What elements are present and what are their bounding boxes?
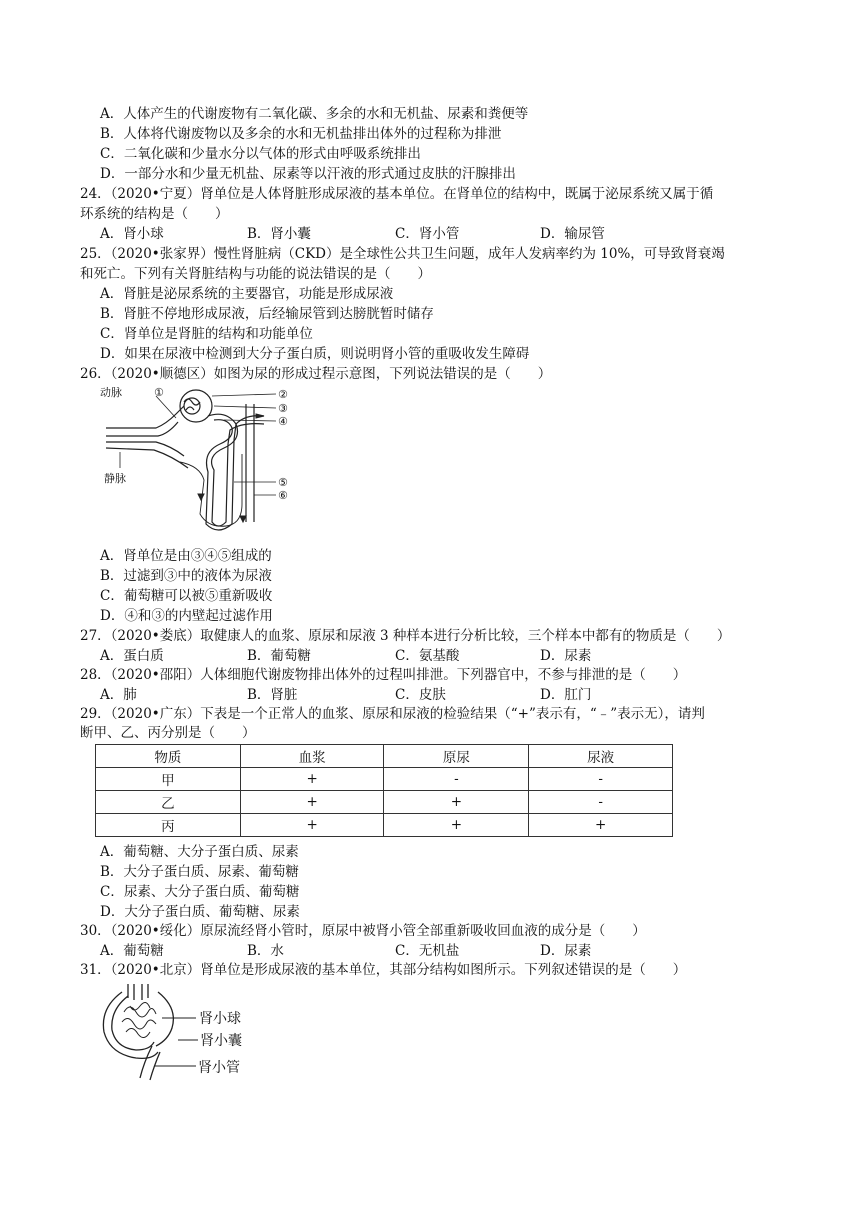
label-artery: 动脉 [100,386,122,399]
label-4: ④ [278,415,288,428]
label-5: ⑤ [278,476,288,489]
q30-stem: 30．（2020•绥化）原尿流经肾小管时，原尿中被肾小管全部重新吸收回血液的成分是（ ） [80,923,646,939]
q29-table [95,744,673,837]
q24-option-a: A．肾小球 [100,226,164,242]
q24-option-b: B．肾小囊 [247,226,311,242]
q25-option-a: A．肾脏是泌尿系统的主要器官，功能是形成尿液 [100,286,394,302]
q24-stem: 24．（2020•宁夏）肾单位是人体肾脏形成尿液的基本单位。在肾单位的结构中，既属于泌尿系统又属于循 [80,186,714,202]
q30-option-c: C．无机盐 [395,943,460,959]
q26-option-b: B．过滤到③中的液体为尿液 [100,568,272,584]
table-cell: + [240,814,384,837]
q23-option-d: D．一部分水和少量无机盐、尿素等以汗液的形式通过皮肤的汗腺排出 [100,166,516,182]
table-header-row [96,745,673,768]
q23-option-a: A．人体产生的代谢废物有二氧化碳、多余的水和无机盐、尿素和粪便等 [100,106,529,122]
table-row [96,768,673,791]
q26-option-c: C．葡萄糖可以被⑤重新吸收 [100,588,273,604]
q27-option-a: A．蛋白质 [100,648,164,664]
q29-option-b: B．大分子蛋白质、尿素、葡萄糖 [100,864,299,880]
q27-option-d: D．尿素 [540,648,592,664]
table-cell: - [529,768,673,791]
table-cell: + [240,791,384,814]
table-cell: - [384,768,529,791]
label-1: ① [154,386,164,399]
table-row [96,791,673,814]
q23-option-b: B．人体将代谢废物以及多余的水和无机盐排出体外的过程称为排泄 [100,126,502,142]
nephron-part-diagram [96,982,286,1082]
table-header-cell: 原尿 [384,745,529,768]
table-cell: + [384,791,529,814]
q23-option-c: C．二氧化碳和少量水分以气体的形式由呼吸系统排出 [100,146,421,162]
table-cell: 甲 [96,768,241,791]
table-header-cell: 物质 [96,745,241,768]
q25-stem-cont: 和死亡。下列有关肾脏结构与功能的说法错误的是（ ） [80,266,431,282]
label-glomerulus: 肾小球 [199,1011,241,1027]
label-6: ⑥ [278,489,288,502]
table-cell: 丙 [96,814,241,837]
table-cell: + [384,814,529,837]
table-header-cell: 尿液 [529,745,673,768]
q26-option-a: A．肾单位是由③④⑤组成的 [100,548,272,564]
q25-option-b: B．肾脏不停地形成尿液，后经输尿管到达膀胱暂时储存 [100,306,434,322]
q30-option-a: A．葡萄糖 [100,943,164,959]
q28-option-a: A．肺 [100,687,137,703]
q24-option-c: C．肾小管 [395,226,460,242]
label-2: ② [278,388,288,401]
table-cell: 乙 [96,791,241,814]
q24-option-d: D．输尿管 [540,226,605,242]
q30-option-d: D．尿素 [540,943,592,959]
q31-stem: 31．（2020•北京）肾单位是形成尿液的基本单位，其部分结构如图所示。下列叙述错误的是（ ） [80,962,687,978]
q28-option-c: C．皮肤 [395,687,446,703]
table-cell: + [240,768,384,791]
q27-stem: 27．（2020•娄底）取健康人的血浆、原尿和尿液 3 种样本进行分析比较，三个样本中都有的物质是（ ） [80,628,731,644]
label-vein: 静脉 [104,472,126,485]
label-3: ③ [278,402,288,415]
capsule-outline [180,390,212,422]
q24-stem-cont: 环系统的结构是（ ） [80,206,229,222]
table-cell: - [529,791,673,814]
q29-stem: 29．（2020•广东）下表是一个正常人的血浆、原尿和尿液的检验结果（“+”表示有，“﹣”表示无），请判 [80,706,705,722]
q30-option-b: B．水 [247,943,284,959]
label-tubule: 肾小管 [198,1060,240,1076]
table-row [96,814,673,837]
q25-option-c: C．肾单位是肾脏的结构和功能单位 [100,326,313,342]
q25-option-d: D．如果在尿液中检测到大分子蛋白质，则说明肾小管的重吸收发生障碍 [100,346,530,362]
q26-stem: 26．（2020•顺德区）如图为尿的形成过程示意图，下列说法错误的是（ ） [80,366,552,382]
q28-option-d: D．肛门 [540,687,592,703]
q29-option-a: A．葡萄糖、大分子蛋白质、尿素 [100,844,299,860]
q28-option-b: B．肾脏 [247,687,298,703]
collecting-duct [246,404,254,522]
q29-option-c: C．尿素、大分子蛋白质、葡萄糖 [100,884,300,900]
q29-option-d: D．大分子蛋白质、葡萄糖、尿素 [100,904,300,920]
nephron-diagram [96,384,306,534]
q27-option-c: C．氨基酸 [395,648,460,664]
q25-stem: 25．（2020•张家界）慢性肾脏病（CKD）是全球性公共卫生问题，成年人发病率约为 10%，可导致肾衰竭 [80,246,725,262]
label-capsule: 肾小囊 [200,1033,242,1049]
q28-stem: 28．（2020•邵阳）人体细胞代谢废物排出体外的过程叫排泄。下列器官中，不参与排泄的是（ ） [80,667,687,683]
q27-option-b: B．葡萄糖 [247,648,311,664]
q29-stem-cont: 断甲、乙、丙分别是（ ） [80,725,256,741]
artery-vessel [106,406,184,428]
q26-option-d: D．④和③的内壁起过滤作用 [100,608,273,624]
table-header-cell: 血浆 [240,745,384,768]
table-cell: + [529,814,673,837]
